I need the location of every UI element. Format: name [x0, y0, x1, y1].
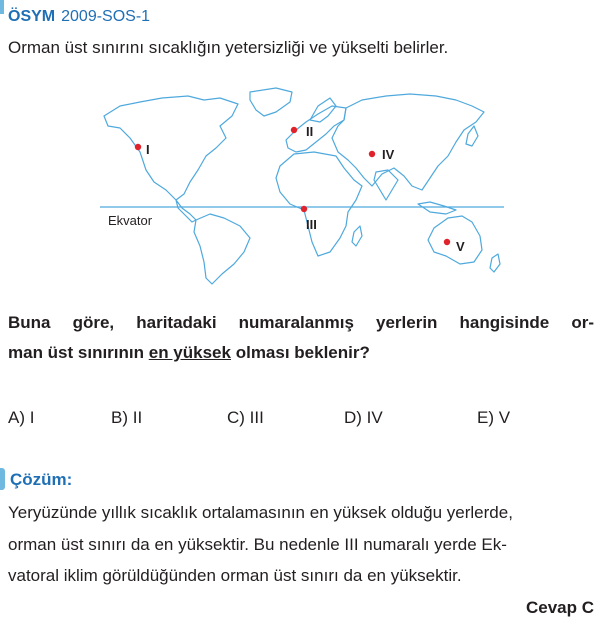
new-zealand-outline	[490, 254, 500, 272]
madagascar-outline	[352, 226, 362, 246]
question-line-1: Buna göre, haritadaki numaralanmış yerlerin hangisinde or-	[8, 313, 594, 332]
africa-outline	[276, 152, 362, 256]
world-map	[100, 86, 510, 286]
central-america-outline	[176, 200, 196, 222]
marker-iv-dot	[369, 151, 375, 157]
equator-label: Ekvator	[108, 213, 153, 228]
question-emphasis: en yüksek	[148, 343, 231, 362]
marker-ii-label: II	[306, 124, 314, 139]
exam-year: 2009-SOS-1	[61, 8, 151, 25]
question-line-2-end: olması beklenir?	[230, 343, 370, 362]
marker-v-label: V	[456, 239, 465, 254]
marker-iii-label: III	[306, 217, 317, 232]
option-d[interactable]: D) IV	[344, 408, 383, 427]
india-outline	[374, 170, 398, 200]
solution-line-3: vatoral iklim görüldüğünden orman üst sınırı da en yüksektir.	[8, 566, 462, 585]
scandinavia-outline	[310, 98, 336, 122]
north-america-outline	[104, 96, 238, 200]
australia-outline	[428, 216, 482, 264]
option-e[interactable]: E) V	[477, 408, 511, 427]
option-c[interactable]: C) III	[227, 408, 264, 427]
greenland-outline	[250, 88, 292, 116]
accent-bar	[0, 0, 4, 14]
solution-accent-bar	[0, 468, 5, 490]
question-header	[8, 8, 150, 26]
marker-ii-dot	[291, 127, 297, 133]
question-line-2-start: man üst sınırının	[8, 343, 149, 362]
south-america-outline	[194, 214, 250, 284]
marker-i-dot	[135, 144, 141, 150]
exam-code: ÖSYM	[8, 8, 56, 25]
indonesia-outline	[418, 202, 456, 214]
answer-label: Cevap C	[525, 598, 594, 617]
option-b[interactable]: B) II	[111, 408, 143, 427]
solution-line-1: Yeryüzünde yıllık sıcaklık ortalamasının en yüksek olduğu yerlerde,	[8, 503, 513, 522]
question-line-2	[8, 343, 370, 363]
asia-outline	[332, 94, 484, 190]
option-a[interactable]: A) I	[8, 408, 35, 427]
marker-i-label: I	[146, 142, 150, 157]
marker-iv-label: IV	[382, 147, 395, 162]
marker-v-dot	[444, 239, 450, 245]
japan-outline	[466, 126, 478, 146]
solution-title: Çözüm:	[10, 470, 73, 489]
solution-line-2: orman üst sınırı da en yüksektir. Bu nedenle III numaralı yerde Ek-	[8, 535, 507, 554]
marker-iii-dot	[301, 206, 307, 212]
question-statement: Orman üst sınırını sıcaklığın yetersizliği ve yükselti belirler.	[8, 38, 449, 57]
